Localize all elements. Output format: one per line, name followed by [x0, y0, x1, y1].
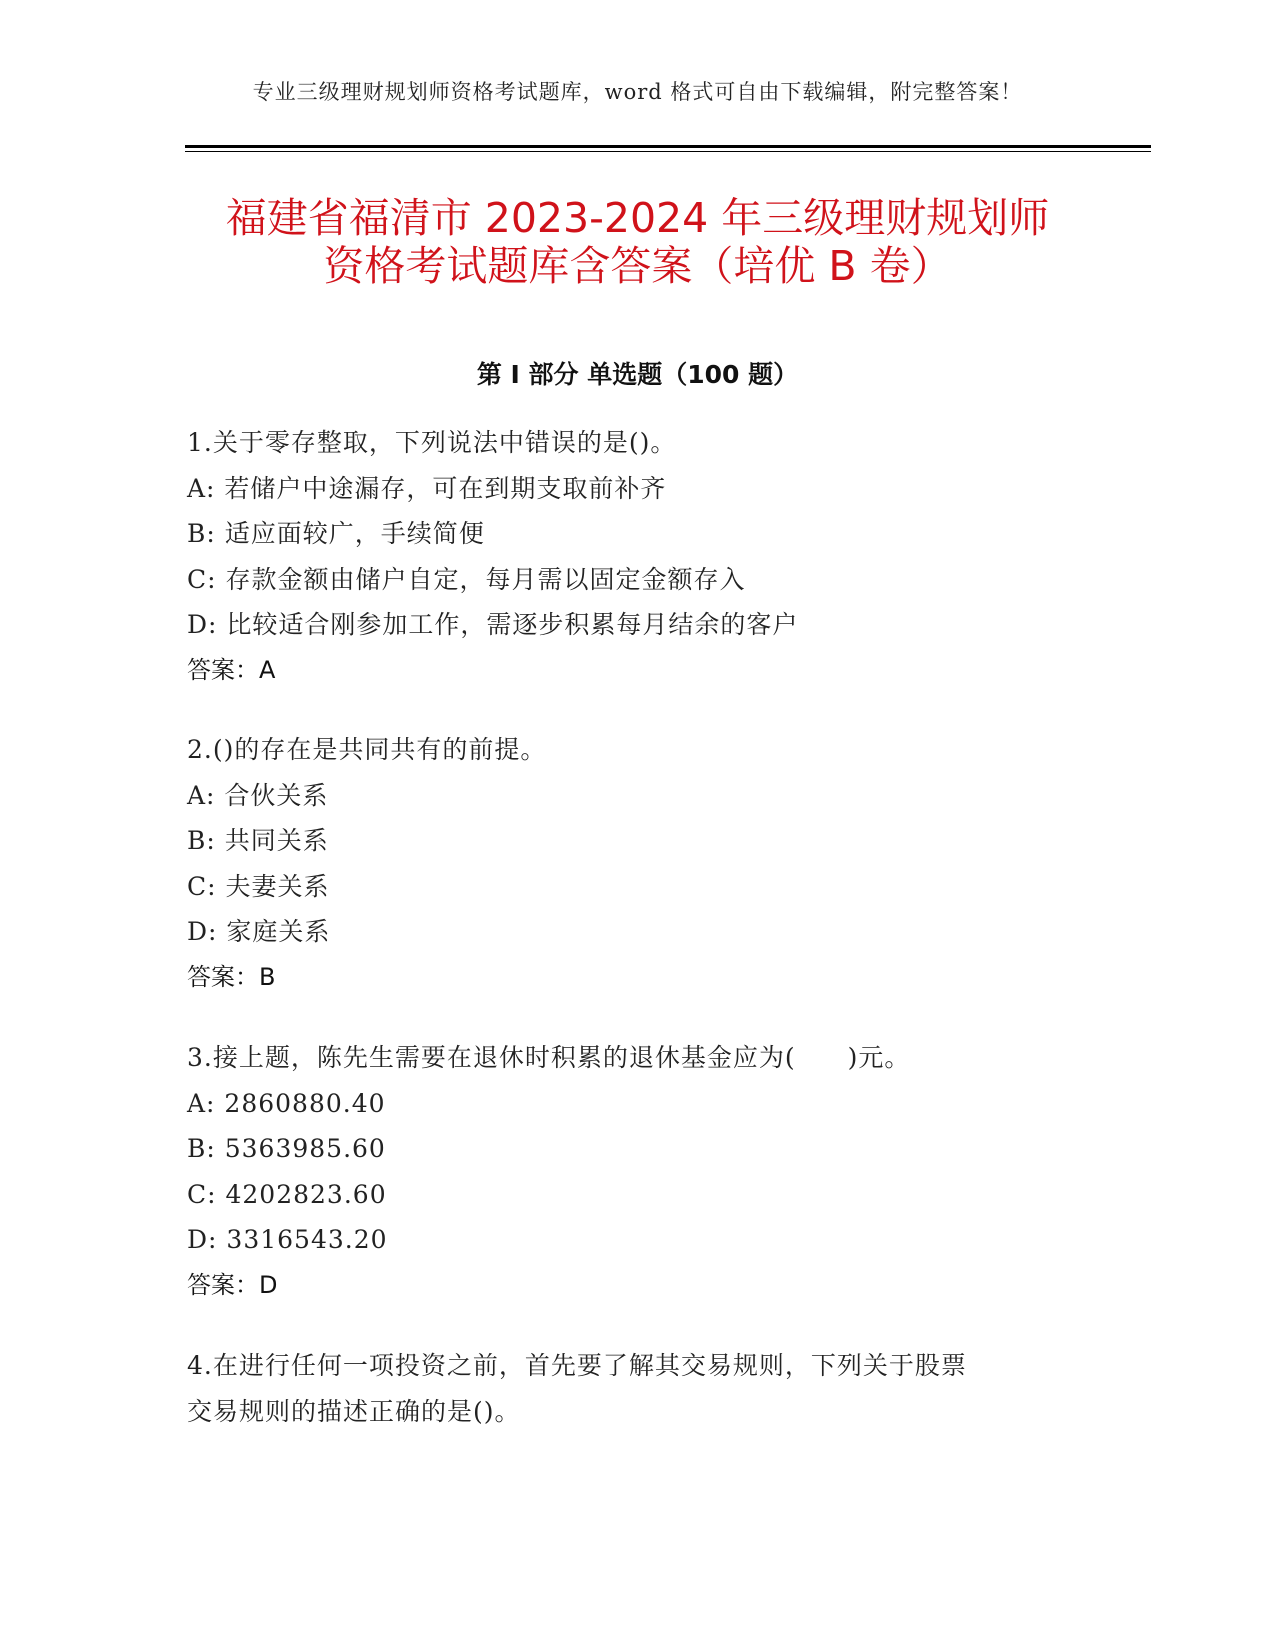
option-c: C: 4202823.60 [187, 1179, 387, 1209]
header-note: 专业三级理财规划师资格考试题库，word 格式可自由下载编辑，附完整答案！ [252, 80, 1023, 104]
question-text-line2: 交易规则的描述正确的是()。 [187, 1396, 521, 1426]
option-a: A: 2860880.40 [187, 1088, 386, 1118]
option-d: D: 3316543.20 [187, 1225, 388, 1254]
question-2 [187, 727, 1087, 1000]
question-1 [187, 420, 1087, 693]
option-d: D: 家庭关系 [187, 917, 331, 946]
header-divider-thick [185, 145, 1151, 148]
option-a: A: 若储户中途漏存，可在到期支取前补齐 [187, 473, 667, 503]
answer: 答案：B [187, 962, 276, 991]
option-c: C: 夫妻关系 [187, 871, 330, 901]
option-d: D: 比较适合刚参加工作，需逐步积累每月结余的客户 [187, 610, 799, 639]
option-c: C: 存款金额由储户自定，每月需以固定金额存入 [187, 564, 746, 594]
option-b: B: 共同关系 [187, 826, 329, 855]
header-divider-thin [185, 151, 1151, 152]
answer: 答案：D [187, 1270, 278, 1299]
document-title [0, 194, 1275, 290]
section-heading: 第 I 部分 单选题（100 题） [476, 360, 799, 389]
option-b: B: 5363985.60 [187, 1134, 386, 1163]
document-title-line2: 资格考试题库含答案（培优 B 卷） [323, 242, 952, 290]
question-4 [187, 1343, 1087, 1434]
question-text: 2.()的存在是共同共有的前提。 [187, 735, 547, 764]
answer: 答案：A [187, 655, 276, 684]
question-text: 1.关于零存整取，下列说法中错误的是()。 [187, 428, 677, 457]
document-title-line1: 福建省福清市 2023-2024 年三级理财规划师 [225, 194, 1050, 242]
option-b: B: 适应面较广，手续简便 [187, 519, 485, 548]
option-a: A: 合伙关系 [187, 780, 329, 810]
question-text-line1: 4.在进行任何一项投资之前，首先要了解其交易规则，下列关于股票 [187, 1351, 967, 1380]
question-text: 3.接上题，陈先生需要在退休时积累的退休基金应为( )元。 [187, 1043, 911, 1072]
question-3 [187, 1035, 1087, 1308]
